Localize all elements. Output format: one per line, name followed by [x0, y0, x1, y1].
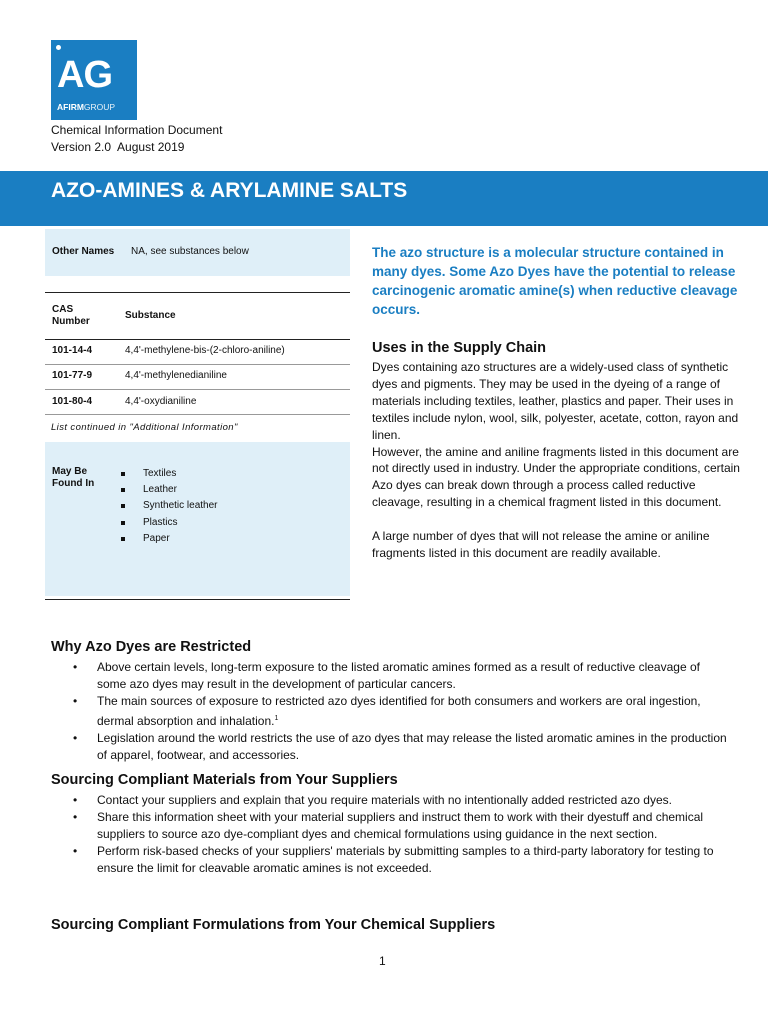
footnote-mark: 1 [274, 715, 279, 722]
uses-heading: Uses in the Supply Chain [372, 340, 547, 356]
intro-highlight: The azo structure is a molecular structure contained in many dyes. Some Azo Dyes have the potential to release carcinogenic aromatic amine(s) when reductive cleavage occurs. [372, 245, 738, 317]
list-item: Plastics [121, 515, 218, 531]
cas-number: 101-77-9 [52, 370, 93, 381]
substance-name: 4,4'-methylene-bis-(2-chloro-aniline) [125, 345, 285, 356]
logo-dot [56, 45, 61, 50]
list-item-text: The main sources of exposure to restricted azo dyes identified for both consumers and workers are oral ingestion, dermal absorption and inhalation. [97, 694, 701, 728]
list-item: Textiles [121, 466, 218, 482]
found-in-bottom-rule [45, 599, 350, 600]
found-in-list [121, 466, 218, 547]
cas-number-header: CAS Number [52, 304, 90, 327]
substance-header: Substance [125, 310, 176, 321]
cas-number: 101-80-4 [52, 396, 93, 407]
list-item: • Above certain levels, long-term exposure to the listed aromatic amines formed as a result of reductive cleavage of some azo dyes may result in the development of particular cancers. [51, 659, 731, 693]
list-continued-note: List continued in "Additional Information" [51, 422, 238, 433]
found-in-panel [45, 442, 350, 596]
cas-table-top-rule [45, 292, 350, 293]
row-divider [45, 414, 350, 415]
other-names-label: Other Names [52, 246, 115, 257]
sourcing-heading: Sourcing Compliant Materials from Your Suppliers [51, 772, 398, 788]
logo-mark: AG [57, 54, 112, 96]
logo-group-light: GROUP [83, 102, 116, 112]
substance-name: 4,4'-methylenedianiline [125, 370, 227, 381]
found-in-label: May Be Found In [52, 466, 95, 489]
list-item: • Legislation around the world restricts the use of azo dyes that may release the listed aromatic amines in the production of apparel, footwear, and accessories. [51, 730, 731, 764]
uses-paragraph: However, the amine and aniline fragments listed in this document are not directly used in industry. Under the appropriate conditions, certain Azo dyes can break down through a process called reductive cleavage, resulting in a chemical fragment listed in this document. [372, 444, 740, 510]
list-item: Paper [121, 531, 218, 547]
list-item: Leather [121, 482, 218, 498]
page-title: AZO-AMINES & ARYLAMINE SALTS [51, 179, 408, 202]
substance-name: 4,4'-oxydianiline [125, 396, 197, 407]
afirm-group-logo [51, 40, 137, 120]
logo-group-bold: AFIRM [57, 102, 84, 112]
why-heading: Why Azo Dyes are Restricted [51, 639, 252, 655]
list-item: Synthetic leather [121, 498, 218, 514]
formulations-heading: Sourcing Compliant Formulations from Your Chemical Suppliers [51, 917, 496, 933]
list-item: • Perform risk-based checks of your suppliers' materials by submitting samples to a third-party laboratory for testing to ensure the limit for cleavable aromatic amines is not exceeded. [51, 843, 731, 877]
other-names-value: NA, see substances below [131, 246, 249, 257]
cas-number: 101-14-4 [52, 345, 93, 356]
sourcing-list [51, 792, 731, 877]
page-number: 1 [379, 954, 386, 968]
row-divider [45, 389, 350, 390]
other-names-panel [45, 229, 350, 276]
document-version: Version 2.0 August 2019 [51, 140, 185, 154]
uses-body [372, 359, 748, 562]
cas-header-rule [45, 339, 350, 340]
row-divider [45, 364, 350, 365]
title-banner [0, 171, 768, 226]
uses-paragraph: Dyes containing azo structures are a widely-used class of synthetic dyes and pigments. They may be used in the dyeing of a range of materials including textiles, leather, plastics and paper. Their uses in textiles include nylon, wool, silk, polyester, acetate, cotton, rayon and linen. [372, 360, 739, 442]
list-item [51, 693, 731, 730]
why-list [51, 659, 731, 764]
document-type: Chemical Information Document [51, 123, 223, 137]
list-item: • Share this information sheet with your material suppliers and instruct them to work with their dyestuff and chemical suppliers to source azo dye-compliant dyes and chemical formulations using guidance in the next section. [51, 809, 731, 843]
logo-group-name [57, 102, 115, 112]
list-item: • Contact your suppliers and explain that you require materials with no intentionally added restricted azo dyes. [51, 792, 731, 809]
uses-paragraph: A large number of dyes that will not release the amine or aniline fragments listed in this document are readily available. [372, 529, 710, 560]
document-info [51, 122, 222, 156]
